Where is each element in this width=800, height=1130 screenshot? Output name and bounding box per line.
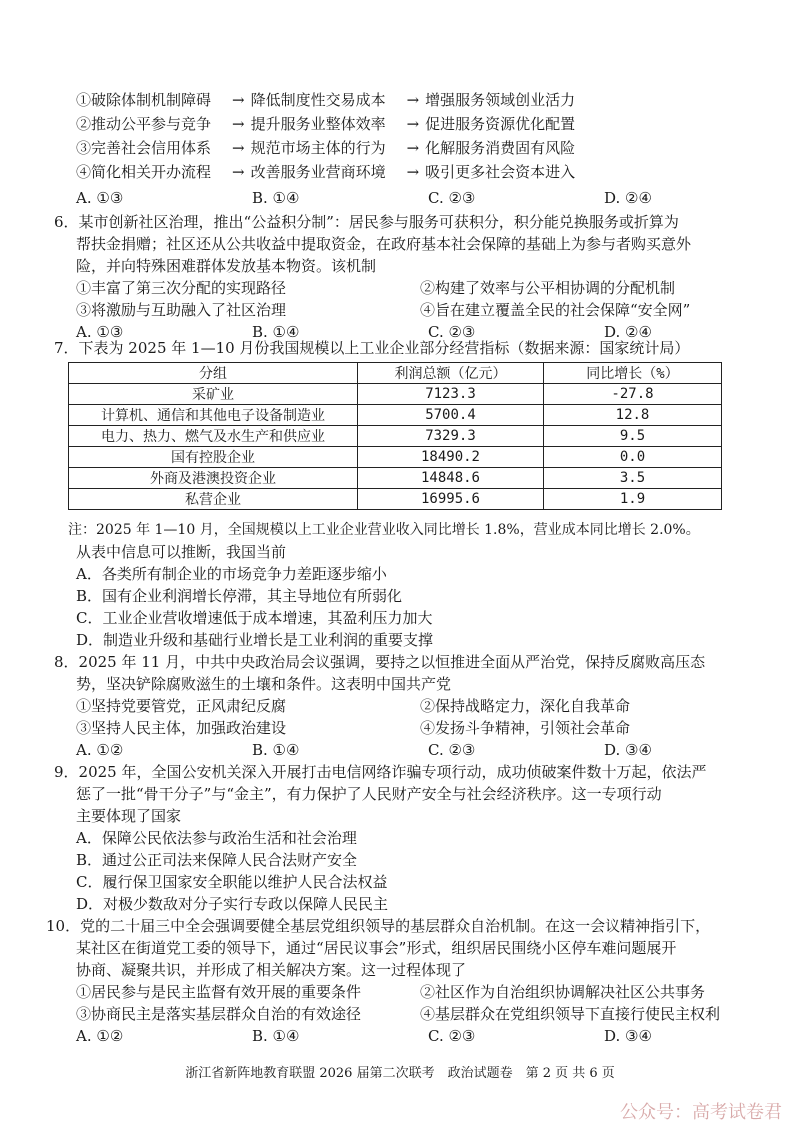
- option-d[interactable]: D．对极少数敌对分子实行专政以保障人民民主: [76, 895, 389, 913]
- q10-stem-line: 某社区在街道党工委的领导下，通过“居民议事会”形式，组织居民围绕小区停车难问题展开: [76, 939, 677, 957]
- q6-stem-line: 帮扶金捐赠；社区还从公共收益中提取资金，在政府基本社会保障的基础上为参与者购买意外: [76, 235, 692, 253]
- q7-note: 注：2025 年 1—10 月，全国规模以上工业企业营业收入同比增长 1.8%，营业成本同比增长 2.0%。: [68, 522, 700, 538]
- table-cell: 12.8: [544, 405, 722, 426]
- q8-choice-4: ④发扬斗争精神，引领社会革命: [420, 719, 631, 737]
- arrow-icon: →: [406, 163, 420, 181]
- arrow-icon: →: [406, 91, 420, 109]
- option-c[interactable]: C．履行保卫国家安全职能以维护人民合法权益: [76, 873, 388, 891]
- arrow-icon: →: [232, 163, 245, 181]
- q8-choice-2: ②保持战略定力，深化自我革命: [420, 697, 631, 715]
- table-header-cell: 分组: [69, 363, 358, 384]
- table-cell: 9.5: [544, 426, 722, 447]
- option-a[interactable]: A. ①②: [76, 1027, 124, 1045]
- table-row: [69, 405, 722, 426]
- q8-choice-3: ③坚持人民主体，加强政治建设: [76, 719, 287, 737]
- chain-step: 规范市场主体的行为: [250, 139, 386, 157]
- option-c[interactable]: C. ②③: [428, 323, 476, 341]
- q5-chain-1: [76, 90, 575, 110]
- option-a[interactable]: A. ①③: [76, 189, 124, 207]
- option-b[interactable]: B．国有企业利润增长停滞，其主导地位有所弱化: [76, 587, 403, 605]
- chain-step: 提升服务业整体效率: [250, 115, 386, 133]
- option-c[interactable]: C. ②③: [428, 189, 476, 207]
- chain-step: 化解服务消费固有风险: [425, 139, 576, 157]
- table-cell: 18490.2: [358, 447, 544, 468]
- table-cell: 3.5: [544, 468, 722, 489]
- table-cell: 采矿业: [69, 384, 358, 405]
- page-footer: 浙江省新阵地教育联盟 2026 届第二次联考 政治试题卷 第 2 页 共 6 页: [185, 1066, 615, 1081]
- option-c[interactable]: C. ②③: [428, 1027, 476, 1045]
- option-c[interactable]: C．工业企业营收增速低于成本增速，其盈利压力加大: [76, 609, 433, 627]
- table-cell: 计算机、通信和其他电子设备制造业: [69, 405, 358, 426]
- option-b[interactable]: B. ①④: [252, 1027, 300, 1045]
- q6-choice-4: ④旨在建立覆盖全民的社会保障“安全网”: [420, 301, 691, 319]
- option-d[interactable]: D. ②④: [604, 189, 652, 207]
- arrow-icon: →: [232, 91, 245, 109]
- option-a[interactable]: A．各类所有制企业的市场竞争力差距逐步缩小: [76, 565, 387, 583]
- option-a[interactable]: A. ①②: [76, 741, 124, 759]
- table-cell: 电力、热力、燃气及水生产和供应业: [69, 426, 358, 447]
- table-header-cell: 利润总额（亿元）: [358, 363, 544, 384]
- option-c[interactable]: C. ②③: [428, 741, 476, 759]
- arrow-icon: →: [232, 115, 245, 133]
- q10-options: [76, 1026, 652, 1046]
- chain-step: ①破除体制机制障碍: [76, 91, 212, 109]
- arrow-icon: →: [406, 115, 420, 133]
- q8-options: [76, 740, 652, 760]
- chain-step: ③完善社会信用体系: [76, 139, 212, 157]
- table-row: [69, 489, 722, 510]
- q10-choice-3: ③协商民主是落实基层群众自治的有效途径: [76, 1005, 362, 1023]
- chain-step: 促进服务资源优化配置: [425, 115, 576, 133]
- q5-options: [76, 188, 652, 208]
- q10-stem-line: 协商、凝聚共识，并形成了相关解决方案。这一过程体现了: [76, 961, 467, 979]
- table-cell: 5700.4: [358, 405, 544, 426]
- table-header-row: [69, 363, 722, 384]
- table-cell: 国有控股企业: [69, 447, 358, 468]
- table-cell: 7123.3: [358, 384, 544, 405]
- table-cell: 外商及港澳投资企业: [69, 468, 358, 489]
- q7-stem: 7．下表为 2025 年 1—10 月份我国规模以上工业企业部分经营指标（数据来源：国家统计局）: [54, 339, 690, 357]
- q10-choice-4: ④基层群众在党组织领导下直接行使民主权利: [420, 1005, 721, 1023]
- q5-chain-3: [76, 138, 575, 158]
- q10-choice-2: ②社区作为自治组织协调解决社区公共事务: [420, 983, 706, 1001]
- table-cell: -27.8: [544, 384, 722, 405]
- q6-stem-line: 6．某市创新社区治理，推出“公益积分制”：居民参与服务可获积分，积分能兑换服务或折算为: [54, 213, 679, 231]
- table-row: [69, 447, 722, 468]
- q6-choice-3: ③将激励与互助融入了社区治理: [76, 301, 287, 319]
- chain-step: 改善服务业营商环境: [250, 163, 386, 181]
- option-a[interactable]: A．保障公民依法参与政治生活和社会治理: [76, 829, 357, 847]
- option-b[interactable]: B. ①④: [252, 189, 300, 207]
- q8-stem-line: 8．2025 年 11 月，中共中央政治局会议强调，要持之以恒推进全面从严治党，保持反腐败高压态: [54, 653, 706, 671]
- q7-lead: 从表中信息可以推断，我国当前: [76, 543, 287, 561]
- q9-stem-line: 9．2025 年，全国公安机关深入开展打击电信网络诈骗专项行动，成功侦破案件数十万起，依法严: [54, 763, 707, 781]
- table-cell: 0.0: [544, 447, 722, 468]
- table-row: [69, 384, 722, 405]
- table-row: [69, 468, 722, 489]
- q10-choice-1: ①居民参与是民主监督有效开展的重要条件: [76, 983, 362, 1001]
- option-d[interactable]: D. ②④: [604, 323, 652, 341]
- chain-step: 吸引更多社会资本进入: [425, 163, 576, 181]
- option-d[interactable]: D. ③④: [604, 741, 652, 759]
- table-cell: 1.9: [544, 489, 722, 510]
- table-cell: 16995.6: [358, 489, 544, 510]
- q6-choice-2: ②构建了效率与公平相协调的分配机制: [420, 279, 676, 297]
- arrow-icon: →: [406, 139, 420, 157]
- option-d[interactable]: D．制造业升级和基础行业增长是工业利润的重要支撑: [76, 631, 434, 649]
- q6-choice-1: ①丰富了第三次分配的实现路径: [76, 279, 287, 297]
- q8-choice-1: ①坚持党要管党，正风肃纪反腐: [76, 697, 287, 715]
- chain-step: 降低制度性交易成本: [250, 91, 386, 109]
- option-b[interactable]: B．通过公正司法来保障人民合法财产安全: [76, 851, 358, 869]
- watermark-text: 公众号：高考试卷君: [620, 1102, 782, 1123]
- table-header-cell: 同比增长（%）: [544, 363, 722, 384]
- table-cell: 私营企业: [69, 489, 358, 510]
- chain-step: 增强服务领域创业活力: [425, 91, 576, 109]
- q8-stem-line: 势，坚决铲除腐败滋生的土壤和条件。这表明中国共产党: [76, 675, 452, 693]
- table-cell: 7329.3: [358, 426, 544, 447]
- chain-step: ②推动公平参与竞争: [76, 115, 212, 133]
- chain-step: ④简化相关开办流程: [76, 163, 212, 181]
- option-d[interactable]: D. ③④: [604, 1027, 652, 1045]
- q10-stem-line: 10．党的二十届三中全会强调要健全基层党组织领导的基层群众自治机制。在这一会议精神指引下，: [46, 917, 711, 935]
- q9-stem-line: 惩了一批“骨干分子”与“金主”，有力保护了人民财产安全与社会经济秩序。这一专项行动: [76, 785, 662, 803]
- q9-stem-line: 主要体现了国家: [76, 807, 182, 825]
- arrow-icon: →: [232, 139, 245, 157]
- option-b[interactable]: B. ①④: [252, 741, 300, 759]
- option-b[interactable]: B. ①④: [252, 323, 300, 341]
- option-a[interactable]: A. ①③: [76, 323, 124, 341]
- q5-chain-4: [76, 162, 575, 182]
- q5-chain-2: [76, 114, 575, 134]
- q7-data-table: [68, 362, 722, 510]
- q6-stem-line: 险，并向特殊困难群体发放基本物资。该机制: [76, 257, 377, 275]
- table-row: [69, 426, 722, 447]
- table-cell: 14848.6: [358, 468, 544, 489]
